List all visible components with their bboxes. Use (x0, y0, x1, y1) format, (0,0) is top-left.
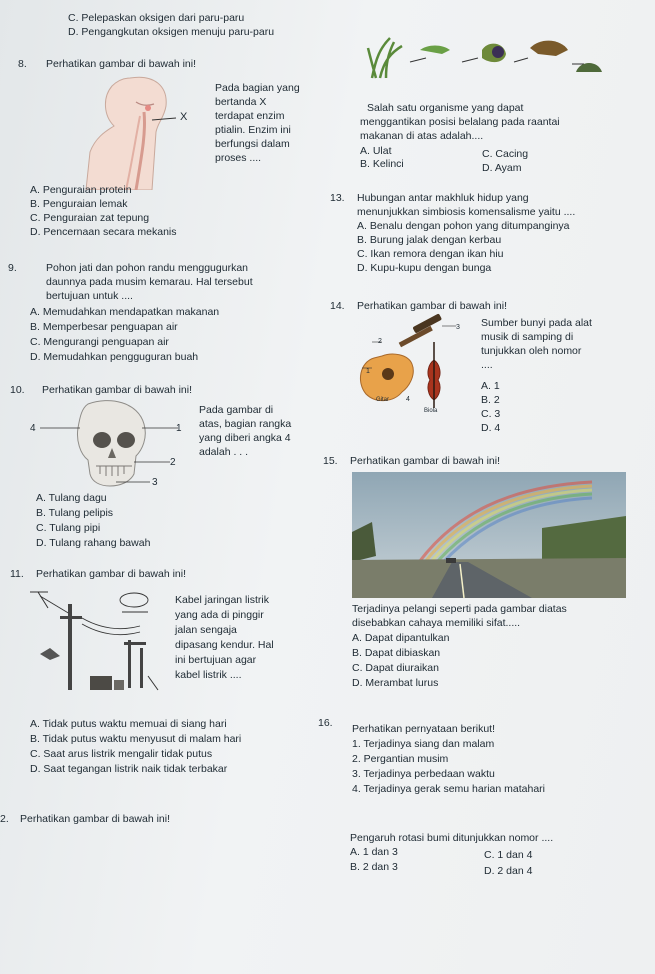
q9-stem-3: bertujuan untuk .... (46, 290, 133, 302)
digestive-system-image (56, 72, 212, 190)
q8-desc-1: Pada bagian yang (215, 82, 300, 94)
q11-desc-6: kabel listrik .... (175, 669, 242, 681)
option-d-prev: D. Pengangkutan oksigen menuju paru-paru (68, 26, 275, 38)
q8-desc-6: proses .... (215, 152, 262, 164)
q16-item-1: 1. Terjadinya siang dan malam (352, 738, 495, 750)
q14-desc-2: musik di samping di (481, 331, 574, 343)
q15-number: 15. (323, 455, 338, 467)
q9-option-a[interactable]: A. Memudahkan mendapatkan makanan (30, 306, 220, 318)
q14-label-1: 1 (366, 368, 370, 375)
q14-biola-label: Biola (424, 408, 438, 414)
q9-stem-2: daunnya pada musim kemarau. Hal tersebut (46, 276, 253, 288)
q14-option-c[interactable]: C. 3 (481, 408, 501, 420)
q14-option-d[interactable]: D. 4 (481, 422, 501, 434)
q9-stem-1: Pohon jati dan pohon randu menggugurkan (46, 262, 248, 274)
q13-stem-2: menunjukkan simbiosis komensalisme yaitu .... (357, 206, 576, 218)
q8-marker-x: X (180, 111, 188, 123)
q11-desc-4: dipasang kendur. Hal (175, 639, 274, 651)
q15-option-d[interactable]: D. Merambat lurus (352, 677, 439, 689)
q10-desc-3: yang diberi angka 4 (199, 432, 291, 444)
q13-option-b[interactable]: B. Burung jalak dengan kerbau (357, 234, 502, 246)
food-chain-image (366, 28, 604, 88)
q12-number: 2. (0, 813, 9, 825)
option-c-prev: C. Pelepaskan oksigen dari paru-paru (68, 12, 245, 24)
q8-option-b[interactable]: B. Penguraian lemak (30, 198, 128, 210)
q16-question: Pengaruh rotasi bumi ditunjukkan nomor .... (350, 832, 554, 844)
q11-option-c[interactable]: C. Saat arus listrik mengalir tidak putus (30, 748, 213, 760)
q9-option-b[interactable]: B. Memperbesar penguapan air (30, 321, 178, 333)
q9-option-d[interactable]: D. Memudahkan pengguguran buah (30, 351, 199, 363)
q16-item-3: 3. Terjadinya perbedaan waktu (352, 768, 495, 780)
q13-option-d[interactable]: D. Kupu-kupu dengan bunga (357, 262, 492, 274)
q12-option-a[interactable]: A. Ulat (360, 145, 392, 157)
q16-option-b[interactable]: B. 2 dan 3 (350, 861, 398, 873)
q14-desc-3: tunjukkan oleh nomor (481, 345, 582, 357)
q14-desc-4: .... (481, 359, 493, 371)
q8-stem: Perhatikan gambar di bawah ini! (46, 58, 197, 70)
q14-gitar-label: Gitar (376, 397, 390, 403)
q10-option-d[interactable]: D. Tulang rahang bawah (36, 537, 151, 549)
q16-number: 16. (318, 717, 333, 729)
q8-option-c[interactable]: C. Penguraian zat tepung (30, 212, 150, 224)
q8-desc-5: berfungsi dalam (215, 138, 290, 150)
q14-label-4: 4 (406, 396, 410, 403)
q8-desc-3: terdapat enzim (215, 110, 285, 122)
q16-item-2: 2. Pergantian musim (352, 753, 449, 765)
q16-item-4: 4. Terjadinya gerak semu harian matahari (352, 783, 545, 795)
q12-stem: Perhatikan gambar di bawah ini! (20, 813, 171, 825)
q14-option-b[interactable]: B. 2 (481, 394, 500, 406)
q10-label-2: 2 (170, 457, 176, 468)
q15-desc-1: Terjadinya pelangi seperti pada gambar diatas (352, 603, 567, 615)
q14-option-a[interactable]: A. 1 (481, 380, 500, 392)
q13-option-a[interactable]: A. Benalu dengan pohon yang ditumpanginya (357, 220, 570, 232)
q13-number: 13. (330, 192, 345, 204)
q14-desc-1: Sumber bunyi pada alat (481, 317, 592, 329)
q8-desc-4: ptialin. Enzim ini (215, 124, 291, 136)
q12-option-b[interactable]: B. Kelinci (360, 158, 404, 170)
q10-label-4: 4 (30, 423, 36, 434)
q9-number: 9. (8, 262, 17, 274)
q10-stem: Perhatikan gambar di bawah ini! (42, 384, 193, 396)
q10-option-a[interactable]: A. Tulang dagu (36, 492, 107, 504)
q12-option-d[interactable]: D. Ayam (482, 162, 522, 174)
q15-option-b[interactable]: B. Dapat dibiaskan (352, 647, 441, 659)
q14-label-2: 2 (378, 338, 382, 345)
skull-image (30, 398, 196, 490)
q11-stem: Perhatikan gambar di bawah ini! (36, 568, 187, 580)
q11-number: 11. (10, 568, 24, 580)
q12-stem-2: menggantikan posisi belalang pada raantai (360, 116, 560, 128)
q16-stem: Perhatikan pernyataan berikut! (352, 723, 496, 735)
q12-stem-3: makanan di atas adalah.... (360, 130, 484, 142)
power-line-image (30, 586, 168, 694)
q10-desc-2: atas, bagian rangka (199, 418, 292, 430)
rainbow-road-image (352, 472, 626, 598)
q15-option-a[interactable]: A. Dapat dipantulkan (352, 632, 450, 644)
q11-desc-2: yang ada di pinggir (175, 609, 264, 621)
q11-option-a[interactable]: A. Tidak putus waktu memuai di siang hari (30, 718, 227, 730)
q16-option-d[interactable]: D. 2 dan 4 (484, 865, 533, 877)
q15-option-c[interactable]: C. Dapat diuraikan (352, 662, 439, 674)
q11-desc-5: ini bertujuan agar (175, 654, 257, 666)
q11-option-d[interactable]: D. Saat tegangan listrik naik tidak terbakar (30, 763, 228, 775)
q11-desc-1: Kabel jaringan listrik (175, 594, 269, 606)
q14-stem: Perhatikan gambar di bawah ini! (357, 300, 508, 312)
q8-option-d[interactable]: D. Pencernaan secara mekanis (30, 226, 177, 238)
q12-stem-1: Salah satu organisme yang dapat (367, 102, 524, 114)
q16-option-c[interactable]: C. 1 dan 4 (484, 849, 533, 861)
q15-desc-2: disebabkan cahaya memiliki sifat..... (352, 617, 521, 629)
q12-option-c[interactable]: C. Cacing (482, 148, 529, 160)
q10-desc-4: adalah . . . (199, 446, 249, 458)
q15-stem: Perhatikan gambar di bawah ini! (350, 455, 501, 467)
q8-number: 8. (18, 58, 27, 70)
q16-option-a[interactable]: A. 1 dan 3 (350, 846, 398, 858)
q10-option-c[interactable]: C. Tulang pipi (36, 522, 101, 534)
q9-option-c[interactable]: C. Mengurangi penguapan air (30, 336, 169, 348)
q10-desc-1: Pada gambar di (199, 404, 274, 416)
q14-label-3: 3 (456, 324, 460, 331)
q14-number: 14. (330, 300, 345, 312)
q13-option-c[interactable]: C. Ikan remora dengan ikan hiu (357, 248, 504, 260)
q13-stem-1: Hubungan antar makhluk hidup yang (357, 192, 529, 204)
q10-number: 10. (10, 384, 25, 396)
q10-label-1: 1 (176, 423, 182, 434)
q11-option-b[interactable]: B. Tidak putus waktu menyusut di malam hari (30, 733, 242, 745)
q8-option-a[interactable]: A. Penguraian protein (30, 184, 132, 196)
q11-desc-3: jalan sengaja (175, 624, 237, 636)
q10-label-3: 3 (152, 477, 158, 488)
q8-desc-2: bertanda X (215, 96, 267, 108)
q10-option-b[interactable]: B. Tulang pelipis (36, 507, 114, 519)
